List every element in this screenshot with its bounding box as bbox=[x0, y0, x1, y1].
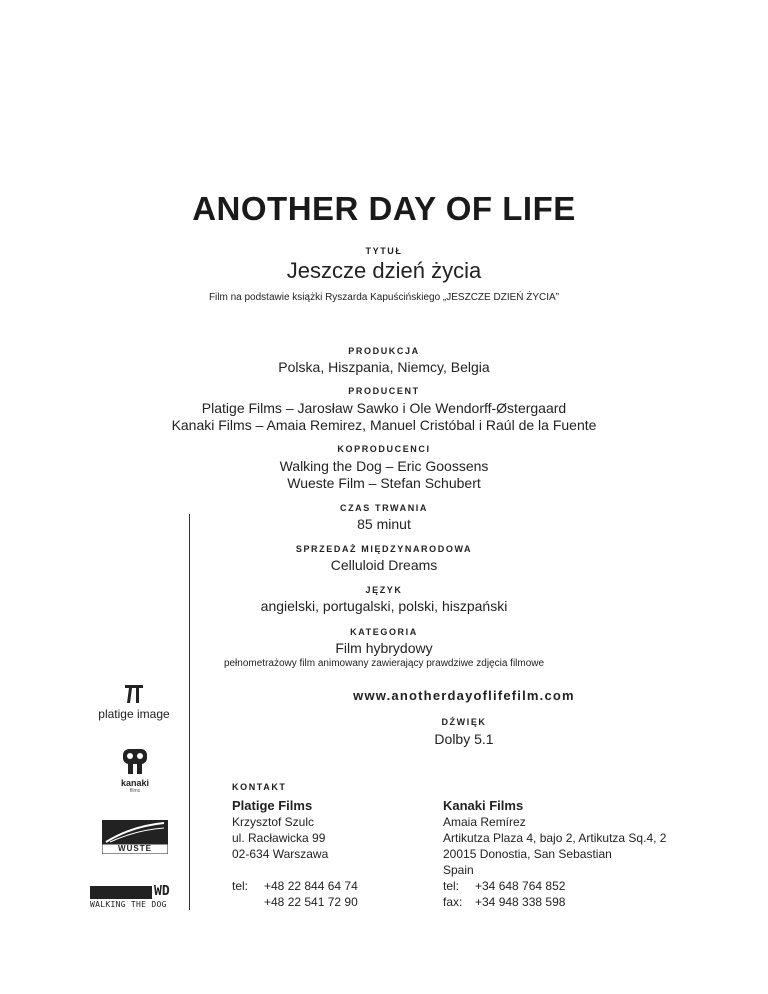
produkcja-label: PRODUKCJA bbox=[348, 346, 420, 356]
wuste-logo bbox=[102, 820, 168, 854]
jezyk-label: JĘZYK bbox=[365, 585, 403, 595]
czas-value: 85 minut bbox=[357, 516, 411, 532]
kanaki-logo bbox=[112, 746, 158, 794]
jezyk-value: angielski, portugalski, polski, hiszpański bbox=[260, 598, 508, 614]
koproducenci-label: KOPRODUCENCI bbox=[337, 444, 431, 454]
phone-number[interactable]: +48 22 541 72 90 bbox=[264, 895, 358, 909]
website-link[interactable]: www.anotherdayoflifefilm.com bbox=[353, 688, 575, 703]
phone-number[interactable]: +48 22 844 64 74 bbox=[264, 879, 358, 893]
kategoria-label: KATEGORIA bbox=[350, 627, 418, 637]
contact-platige-name: Platige Films bbox=[232, 798, 313, 813]
kanaki-logo-subtext: films bbox=[129, 788, 141, 794]
platige-logo-text: platige image bbox=[98, 707, 170, 721]
contact-kanaki-line-1: Amaia Remírez bbox=[443, 815, 526, 829]
koproducenci-line-2: Wueste Film – Stefan Schubert bbox=[287, 475, 481, 491]
contact-platige-line-1: Krzysztof Szulc bbox=[232, 815, 315, 829]
kategoria-value: Film hybrydowy bbox=[335, 640, 433, 656]
walking-the-dog-logo bbox=[90, 884, 182, 912]
contact-kanaki-name: Kanaki Films bbox=[443, 798, 524, 813]
sprzedaz-value: Celluloid Dreams bbox=[330, 557, 438, 573]
contact-kanaki bbox=[443, 798, 666, 910]
sprzedaz-label: SPRZEDAŻ MIĘDZYNARODOWA bbox=[295, 544, 473, 554]
fax-label: fax: bbox=[443, 895, 463, 909]
contact-platige-line-2: ul. Racławicka 99 bbox=[232, 831, 326, 845]
vertical-divider bbox=[189, 514, 190, 910]
producent-line-1: Platige Films – Jarosław Sawko i Ole Wendorff-Østergaard bbox=[201, 400, 567, 416]
producent-line-2: Kanaki Films – Amaia Remirez, Manuel Cristóbal i Raúl de la Fuente bbox=[171, 417, 597, 433]
produkcja-value: Polska, Hiszpania, Niemcy, Belgia bbox=[278, 359, 490, 375]
contact-kanaki-line-3: 20015 Donostia, San Sebastian bbox=[443, 847, 612, 861]
contact-platige-tel-1 bbox=[232, 878, 358, 894]
wd-mark: WD bbox=[154, 884, 170, 899]
wuste-logo-text: WÜSTE bbox=[118, 844, 152, 853]
contact-platige-line-3: 02-634 Warszawa bbox=[232, 847, 329, 861]
tytul-value: Jeszcze dzień życia bbox=[286, 258, 482, 283]
contact-kanaki-line-2: Artikutza Plaza 4, bajo 2, Artikutza Sq.4, 2 bbox=[443, 831, 667, 845]
tytul-label: TYTUŁ bbox=[365, 246, 403, 256]
platige-logo bbox=[84, 684, 184, 721]
main-title: ANOTHER DAY OF LIFE bbox=[192, 190, 576, 227]
tytul-note: Film na podstawie książki Ryszarda Kapuścińskiego „JESZCZE DZIEŃ ŻYCIA” bbox=[208, 292, 560, 303]
czas-label: CZAS TRWANIA bbox=[339, 503, 429, 513]
kanaki-logo-text: kanaki bbox=[120, 778, 150, 788]
contact-platige-tel-2 bbox=[232, 894, 358, 910]
platige-mark-icon bbox=[123, 684, 145, 704]
tel-label: tel: bbox=[232, 879, 249, 893]
dzwiek-label: DŹWIĘK bbox=[441, 717, 487, 727]
tel-label: tel: bbox=[443, 879, 460, 893]
contact-kanaki-line-4: Spain bbox=[443, 863, 474, 877]
koproducenci-line-1: Walking the Dog – Eric Goossens bbox=[279, 458, 489, 474]
kanaki-mark-icon bbox=[120, 746, 150, 776]
contact-platige bbox=[232, 798, 358, 910]
kategoria-note: pełnometrażowy film animowany zawierający prawdziwe zdjęcia filmowe bbox=[223, 658, 545, 669]
fax-number: +34 948 338 598 bbox=[475, 895, 566, 909]
producent-label: PRODUCENT bbox=[348, 386, 420, 396]
phone-number[interactable]: +34 648 764 852 bbox=[475, 879, 566, 893]
wd-black-bar bbox=[90, 886, 152, 899]
contact-kanaki-fax bbox=[443, 894, 666, 910]
contact-kanaki-tel bbox=[443, 878, 666, 894]
wd-logo-text: WALKING THE DOG bbox=[90, 900, 167, 909]
kontakt-label: KONTAKT bbox=[232, 782, 287, 792]
dzwiek-value: Dolby 5.1 bbox=[434, 731, 494, 747]
